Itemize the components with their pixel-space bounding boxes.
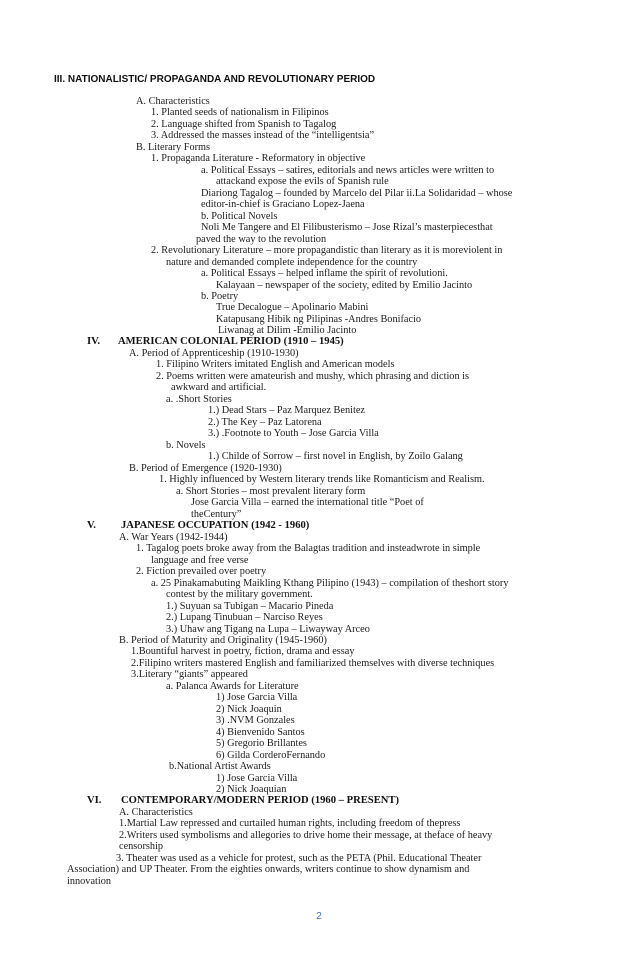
text-line: 6) Gilda CorderoFernando — [216, 750, 326, 761]
text-line: 1.) Suyuan sa Tubigan – Macario Pineda — [166, 601, 334, 612]
text-line: contest by the military government. — [166, 589, 313, 600]
text-line: b. Political Novels — [201, 211, 278, 222]
text-line: Liwanag at Dilim -Emilio Jacinto — [218, 325, 357, 336]
text-line: 1.Bountiful harvest in poetry, fiction, drama and essay — [131, 646, 355, 657]
text-line: 3) .NVM Gonzales — [216, 715, 295, 726]
text-line: 3. Addressed the masses instead of the “intelligentsia” — [151, 130, 375, 141]
text-line: 3.) Uhaw ang Tigang na Lupa – Liwayway Arceo — [166, 624, 370, 635]
text-line: A. Period of Apprenticeship (1910-1930) — [129, 348, 299, 359]
text-line: Kalayaan – newspaper of the society, edited by Emilio Jacinto — [216, 280, 473, 291]
text-line: 1. Filipino Writers imitated English and American models — [156, 359, 395, 370]
text-line: 3.Literary “giants” appeared — [131, 669, 248, 680]
text-line: 1. Highly influenced by Western literary trends like Romanticism and Realism. — [159, 474, 485, 485]
text-line: 2.) The Key – Paz Latorena — [208, 417, 322, 428]
text-line: 2) Nick Joaquin — [216, 704, 282, 715]
text-line: a. Political Essays – satires, editorials and news articles were written to — [201, 165, 495, 176]
text-line: b. Poetry — [201, 291, 239, 302]
text-line: A. War Years (1942-1944) — [119, 532, 228, 543]
text-line: awkward and artificial. — [171, 382, 267, 393]
text-line: 2. Language shifted from Spanish to Tagalog — [151, 119, 337, 130]
text-line: B. Literary Forms — [136, 142, 211, 153]
page-number: 2 — [316, 911, 322, 922]
section-iv-title: AMERICAN COLONIAL PERIOD (1910 – 1945) — [118, 336, 344, 347]
text-line: 1. Propaganda Literature - Reformatory in objective — [151, 153, 366, 164]
text-line: nature and demanded complete independence for the country — [166, 257, 418, 268]
text-line: 1.Martial Law repressed and curtailed human rights, including freedom of thepress — [119, 818, 461, 829]
text-line: Jose Garcia Villa – earned the international title “Poet of — [191, 497, 424, 508]
text-line: 2. Fiction prevailed over poetry — [136, 566, 267, 577]
text-line: 2.Filipino writers mastered English and familiarized themselves with diverse techniques — [131, 658, 495, 669]
text-line: innovation — [67, 876, 112, 887]
text-line: Noli Me Tangere and El Filibusterismo – Jose Rizal’s masterpiecesthat — [201, 222, 493, 233]
text-line: B. Period of Emergence (1920-1930) — [129, 463, 282, 474]
section-vi-title: CONTEMPORARY/MODERN PERIOD (1960 – PRESENT) — [121, 795, 400, 806]
text-line: 1. Tagalog poets broke away from the Balagtas tradition and insteadwrote in simple — [136, 543, 481, 554]
text-line: 1) Jose Garcia Villa — [216, 773, 298, 784]
text-line: 3.) .Footnote to Youth – Jose Garcia Villa — [208, 428, 379, 439]
text-line: 3. Theater was used as a vehicle for protest, such as the PETA (Phil. Educational Theater — [116, 853, 482, 864]
text-line: Association) and UP Theater. From the eighties onwards, writers continue to show dynamism and — [67, 864, 470, 875]
text-line: 2.Writers used symbolisms and allegories to drive home their message, at theface of heavy — [119, 830, 493, 841]
section-v-number: V. — [87, 520, 96, 531]
text-line: censorship — [119, 841, 164, 852]
text-line: editor-in-chief is Graciano Lopez-Jaena — [201, 199, 365, 210]
text-line: paved the way to the revolution — [196, 234, 327, 245]
text-line: 2. Revolutionary Literature – more propagandistic than literary as it is moreviolent in — [151, 245, 503, 256]
text-line: a. Short Stories – most prevalent literary form — [176, 486, 366, 497]
text-line: b.National Artist Awards — [169, 761, 271, 772]
text-line: b. Novels — [166, 440, 206, 451]
text-line: a. 25 Pinakamabuting Maikling Kthang Pilipino (1943) – compilation of theshort story — [151, 578, 509, 589]
text-line: a. .Short Stories — [166, 394, 232, 405]
text-line: 5) Gregorio Brillantes — [216, 738, 307, 749]
text-line: a. Palanca Awards for Literature — [166, 681, 299, 692]
text-line: Katapusang Hibik ng Pilipinas -Andres Bonifacio — [216, 314, 422, 325]
text-line: language and free verse — [151, 555, 249, 566]
section-iv-number: IV. — [87, 336, 101, 347]
text-line: 4) Bienvenido Santos — [216, 727, 305, 738]
text-line: attackand expose the evils of Spanish rule — [216, 176, 389, 187]
text-line: Diariong Tagalog – founded by Marcelo del Pilar ii.La Solidaridad – whose — [201, 188, 513, 199]
text-line: True Decalogue – Apolinario Mabini — [216, 302, 369, 313]
text-line: A. Characteristics — [136, 96, 210, 107]
text-line: 1.) Childe of Sorrow – first novel in English, by Zoilo Galang — [208, 451, 463, 462]
text-line: B. Period of Maturity and Originality (1945-1960) — [119, 635, 327, 646]
text-line: 1.) Dead Stars – Paz Marquez Benitez — [208, 405, 365, 416]
section-iii-title: III. NATIONALISTIC/ PROPAGANDA AND REVOLUTIONARY PERIOD — [54, 74, 376, 85]
text-line: A. Characteristics — [119, 807, 193, 818]
text-line: 1) Jose Garcia Villa — [216, 692, 298, 703]
text-line: theCentury” — [191, 509, 242, 520]
text-line: 2.) Lupang Tinubuan – Narciso Reyes — [166, 612, 323, 623]
text-line: a. Political Essays – helped inflame the spirit of revolutioni. — [201, 268, 448, 279]
text-line: 2. Poems written were amateurish and mushy, which phrasing and diction is — [156, 371, 470, 382]
text-line: 1. Planted seeds of nationalism in Filipinos — [151, 107, 329, 118]
text-line: 2) Nick Joaquian — [216, 784, 287, 795]
section-vi-number: VI. — [87, 795, 102, 806]
section-v-title: JAPANESE OCCUPATION (1942 - 1960) — [121, 520, 310, 531]
